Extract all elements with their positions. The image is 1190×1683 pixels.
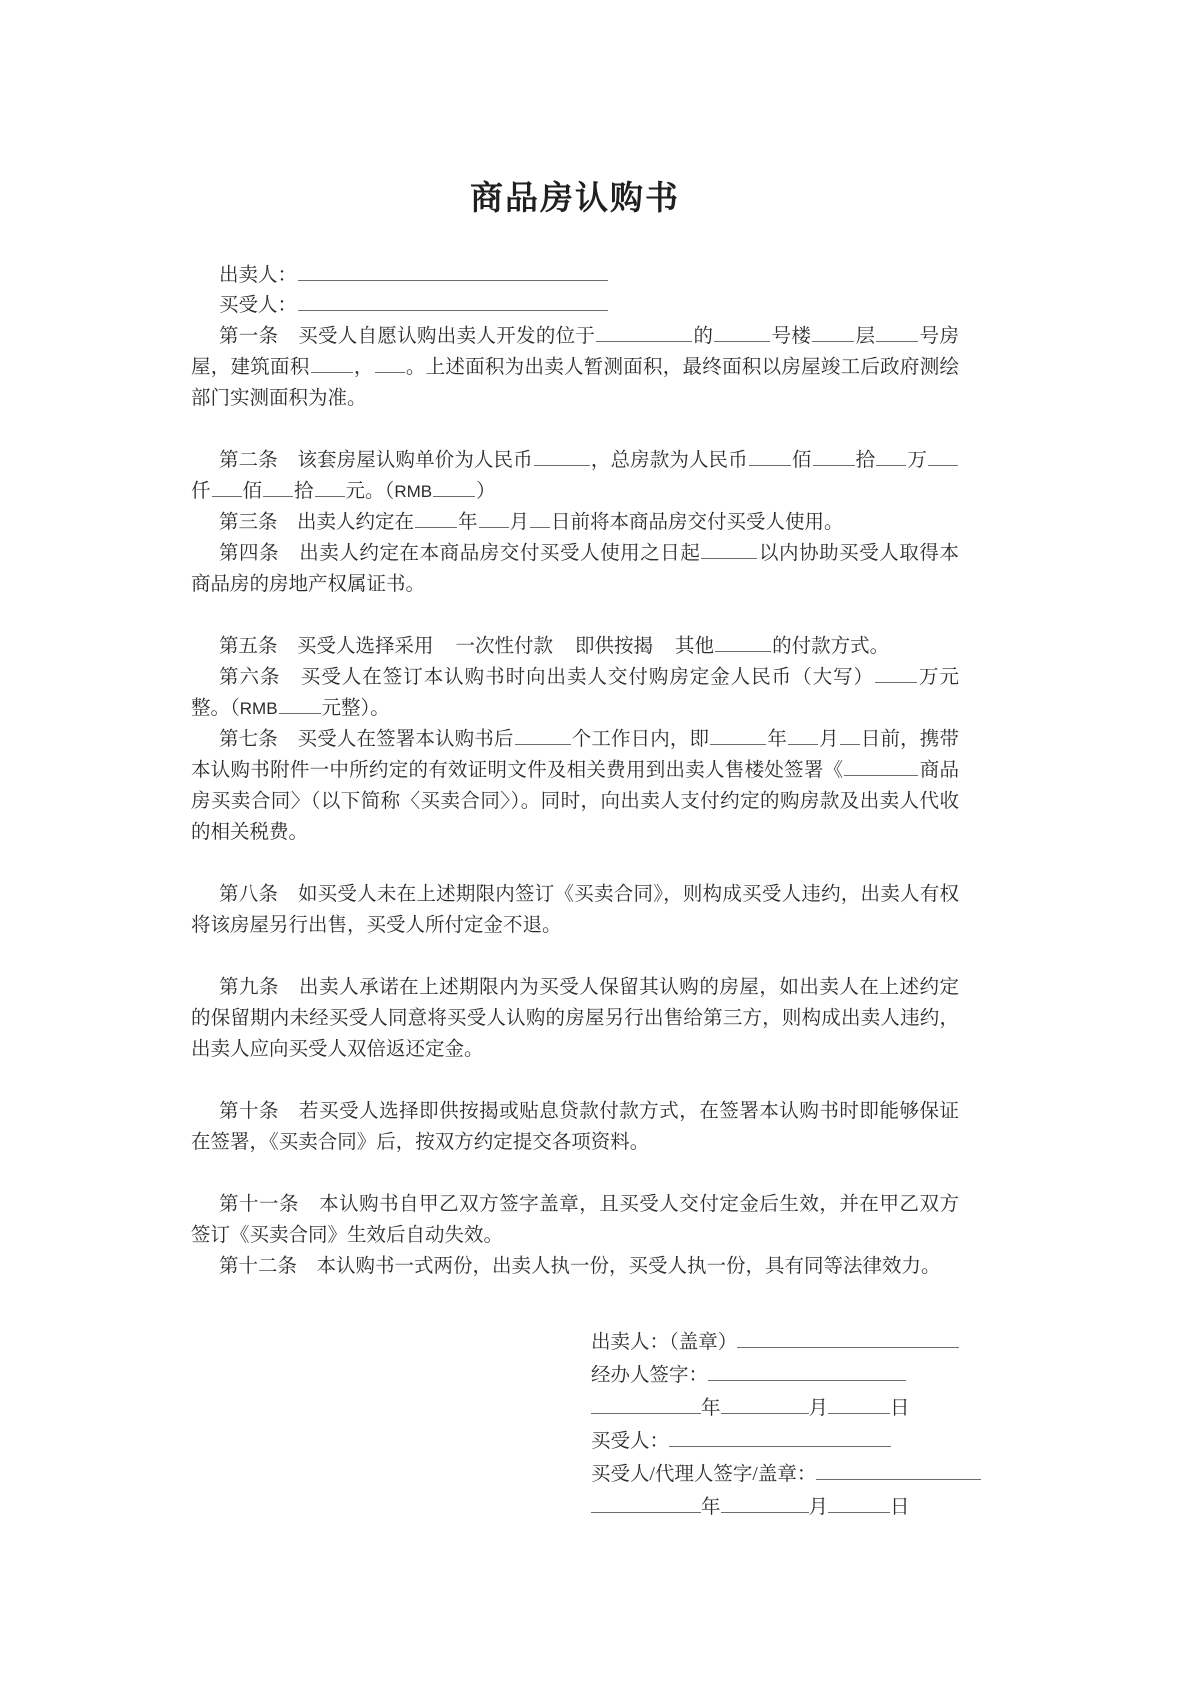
clause-4-text-1: 第四条 出卖人约定在本商品房交付买受人使用之日起 bbox=[219, 543, 701, 564]
clause-7-text-3: 年 bbox=[767, 729, 787, 750]
certificate-period-blank[interactable] bbox=[701, 539, 757, 559]
payment-option-lump-sum[interactable]: 一次性付款 bbox=[455, 636, 554, 657]
clause-2-text-7: 佰 bbox=[242, 481, 263, 502]
seller-date-year-label: 年 bbox=[701, 1398, 721, 1419]
sign-month-blank[interactable] bbox=[788, 725, 818, 745]
clause-7-text-4: 月 bbox=[818, 729, 839, 750]
clause-2-text-5: 万 bbox=[907, 450, 927, 471]
seller-seal-blank[interactable] bbox=[737, 1328, 959, 1348]
clause-article-6 bbox=[191, 662, 959, 724]
clause-5-text-2: 的付款方式。 bbox=[772, 636, 890, 657]
clause-2-text-6: 仟 bbox=[191, 481, 211, 502]
clause-6-text-1: 第六条 买受人在签订本认购书时向出卖人交付购房定金人民币（大写） bbox=[219, 667, 875, 688]
building-area-blank[interactable] bbox=[311, 353, 353, 373]
clause-1-text-6: ， bbox=[353, 357, 374, 378]
buyer-agent-signature-line bbox=[591, 1458, 959, 1491]
delivery-month-blank[interactable] bbox=[479, 508, 509, 528]
delivery-year-blank[interactable] bbox=[415, 508, 457, 528]
sign-day-blank[interactable] bbox=[840, 725, 860, 745]
total-price-bai-blank[interactable] bbox=[212, 477, 242, 497]
party-fields bbox=[191, 261, 959, 321]
building-number-blank[interactable] bbox=[714, 322, 770, 342]
delivery-day-blank[interactable] bbox=[530, 508, 550, 528]
deposit-amount-words-blank[interactable] bbox=[875, 663, 917, 683]
total-price-numeric-blank[interactable] bbox=[433, 477, 475, 497]
clause-7-text-1: 第七条 买受人在签署本认购书后 bbox=[219, 729, 514, 750]
clause-4-text-2: 以内协助买受人取得本商品房的房地产权属证书。 bbox=[191, 543, 959, 595]
buyer-date-day-blank[interactable] bbox=[828, 1493, 890, 1513]
clause-1-text-5: 号房屋，建筑面积 bbox=[191, 326, 959, 378]
seller-party-line bbox=[191, 261, 959, 291]
total-price-hundred-thousand-blank[interactable] bbox=[749, 446, 791, 466]
agent-signature-line bbox=[591, 1359, 959, 1392]
clause-article-8: 第八条 如买受人未在上述期限内签订《买卖合同》，则构成买受人违约，出卖人有权将该房屋另行出售，买受人所付定金不退。 bbox=[191, 884, 959, 936]
rmb-label-article-6: RMB bbox=[239, 699, 278, 718]
clause-1-text-1: 第一条 买受人自愿认购出卖人开发的位于 bbox=[219, 326, 596, 347]
clause-article-7 bbox=[191, 724, 959, 848]
seller-signature-line bbox=[591, 1326, 959, 1359]
buyer-date-month-blank[interactable] bbox=[721, 1493, 809, 1513]
clause-article-10: 第十条 若买受人选择即供按揭或贴息贷款付款方式，在签署本认购书时即能够保证在签署，《买卖合同》后，按双方约定提交各项资料。 bbox=[191, 1101, 959, 1153]
clause-3-text-4: 日前将本商品房交付买受人使用。 bbox=[551, 512, 844, 533]
seller-date-month-label: 月 bbox=[808, 1398, 829, 1419]
clause-3-text-3: 月 bbox=[509, 512, 530, 533]
buyer-date-line bbox=[591, 1491, 959, 1524]
clause-article-12: 第十二条 本认购书一式两份，出卖人执一份，买受人执一份，具有同等法律效力。 bbox=[219, 1256, 941, 1277]
buyer-date-year-label: 年 bbox=[701, 1497, 721, 1518]
clause-5-text-1: 第五条 买受人选择采用 bbox=[219, 636, 434, 657]
clause-2-text-2: ，总房款为人民币 bbox=[590, 450, 748, 471]
payment-option-mortgage[interactable]: 即供按揭 bbox=[575, 636, 654, 657]
seller-date-year-blank[interactable] bbox=[591, 1394, 701, 1414]
buyer-signature-label: 买受人： bbox=[591, 1431, 670, 1452]
clause-2-text-3: 佰 bbox=[791, 450, 812, 471]
clause-3-text-2: 年 bbox=[458, 512, 478, 533]
unit-price-blank[interactable] bbox=[534, 446, 590, 466]
page-title: 商品房认购书 bbox=[470, 181, 680, 217]
buyer-date-year-blank[interactable] bbox=[591, 1493, 701, 1513]
deposit-amount-numeric-blank[interactable] bbox=[279, 694, 321, 714]
clause-article-11: 第十一条 本认购书自甲乙双方签字盖章，且买受人交付定金后生效，并在甲乙双方签订《买卖合同》生效后自动失效。 bbox=[191, 1194, 959, 1246]
clause-article-5 bbox=[191, 631, 959, 662]
clause-2-text-9: 元。（ bbox=[345, 481, 395, 502]
sign-year-blank[interactable] bbox=[710, 725, 766, 745]
total-price-ten-thousand-blank[interactable] bbox=[813, 446, 855, 466]
buyer-agent-signature-blank[interactable] bbox=[816, 1460, 981, 1480]
seller-signature-label: 出卖人：（盖章） bbox=[591, 1332, 738, 1353]
working-days-blank[interactable] bbox=[515, 725, 571, 745]
clause-3-text-1: 第三条 出卖人约定在 bbox=[219, 512, 415, 533]
clause-6-text-3: 元整）。 bbox=[321, 698, 390, 719]
clause-article-3 bbox=[191, 507, 959, 538]
floor-number-blank[interactable] bbox=[812, 322, 854, 342]
rmb-label-article-2: RMB bbox=[394, 482, 433, 501]
clause-article-2 bbox=[191, 445, 959, 507]
signature-block bbox=[191, 1326, 959, 1524]
buyer-agent-signature-label: 买受人/代理人签字/盖章： bbox=[591, 1464, 817, 1485]
payment-option-other[interactable]: 其他 bbox=[675, 636, 715, 657]
clause-2-text-4: 拾 bbox=[855, 450, 876, 471]
total-price-qian-blank[interactable] bbox=[928, 446, 958, 466]
total-price-wan-blank[interactable] bbox=[876, 446, 906, 466]
clause-1-text-2: 的 bbox=[693, 326, 714, 347]
buyer-name-blank[interactable] bbox=[298, 291, 608, 311]
property-location-blank[interactable] bbox=[596, 322, 692, 342]
seller-label: 出卖人： bbox=[219, 265, 298, 286]
agent-signature-blank[interactable] bbox=[708, 1361, 906, 1381]
clause-list bbox=[191, 321, 959, 1282]
buyer-date-month-label: 月 bbox=[808, 1497, 829, 1518]
clause-1-text-4: 层 bbox=[855, 326, 876, 347]
clause-7-text-2: 个工作日内，即 bbox=[571, 729, 710, 750]
clause-1-text-3: 号楼 bbox=[771, 326, 812, 347]
clause-2-text-1: 第二条 该套房屋认购单价为人民币 bbox=[219, 450, 533, 471]
clause-1-text-7: 。上述面积为出卖人暂测面积，最终面积以房屋竣工后政府测绘部门实测面积为准。 bbox=[191, 357, 959, 409]
seller-date-line bbox=[591, 1392, 959, 1425]
clause-6-text-2: 万元整。（ bbox=[191, 667, 959, 719]
total-price-yuan-blank[interactable] bbox=[315, 477, 345, 497]
buyer-party-line bbox=[191, 291, 959, 321]
seller-date-day-label: 日 bbox=[890, 1398, 910, 1419]
buyer-signature-line bbox=[591, 1425, 959, 1458]
document-content bbox=[191, 0, 959, 1524]
area-unit-blank[interactable] bbox=[375, 353, 405, 373]
agent-signature-label: 经办人签字： bbox=[591, 1365, 709, 1386]
total-price-shi-blank[interactable] bbox=[263, 477, 293, 497]
contract-name-blank[interactable] bbox=[844, 756, 918, 776]
clause-2-text-10: ） bbox=[476, 481, 496, 502]
seller-name-blank[interactable] bbox=[298, 261, 608, 281]
seller-date-day-blank[interactable] bbox=[828, 1394, 890, 1414]
buyer-name-signature-blank[interactable] bbox=[669, 1427, 891, 1447]
clause-7-text-6: 商品房买卖合同〉（以下简称〈买卖合同〉）。同时，向出卖人支付约定的购房款及出卖人代收的相关税费。 bbox=[191, 760, 959, 843]
buyer-label: 买受人： bbox=[219, 295, 298, 316]
room-number-blank[interactable] bbox=[876, 322, 918, 342]
payment-option-other-blank[interactable] bbox=[715, 632, 771, 652]
clause-2-text-8: 拾 bbox=[294, 481, 314, 502]
clause-article-1 bbox=[191, 321, 959, 414]
seller-date-month-blank[interactable] bbox=[721, 1394, 809, 1414]
clause-7-text-5: 日前，携带本认购书附件一中所约定的有效证明文件及相关费用到出卖人售楼处签署《 bbox=[191, 729, 959, 781]
clause-article-4 bbox=[191, 538, 959, 600]
buyer-date-day-label: 日 bbox=[890, 1497, 910, 1518]
clause-article-9: 第九条 出卖人承诺在上述期限内为买受人保留其认购的房屋，如出卖人在上述约定的保留期内未经买受人同意将买受人认购的房屋另行出售给第三方，则构成出卖人违约，出卖人应向买受人双倍返还定金。 bbox=[191, 977, 959, 1060]
